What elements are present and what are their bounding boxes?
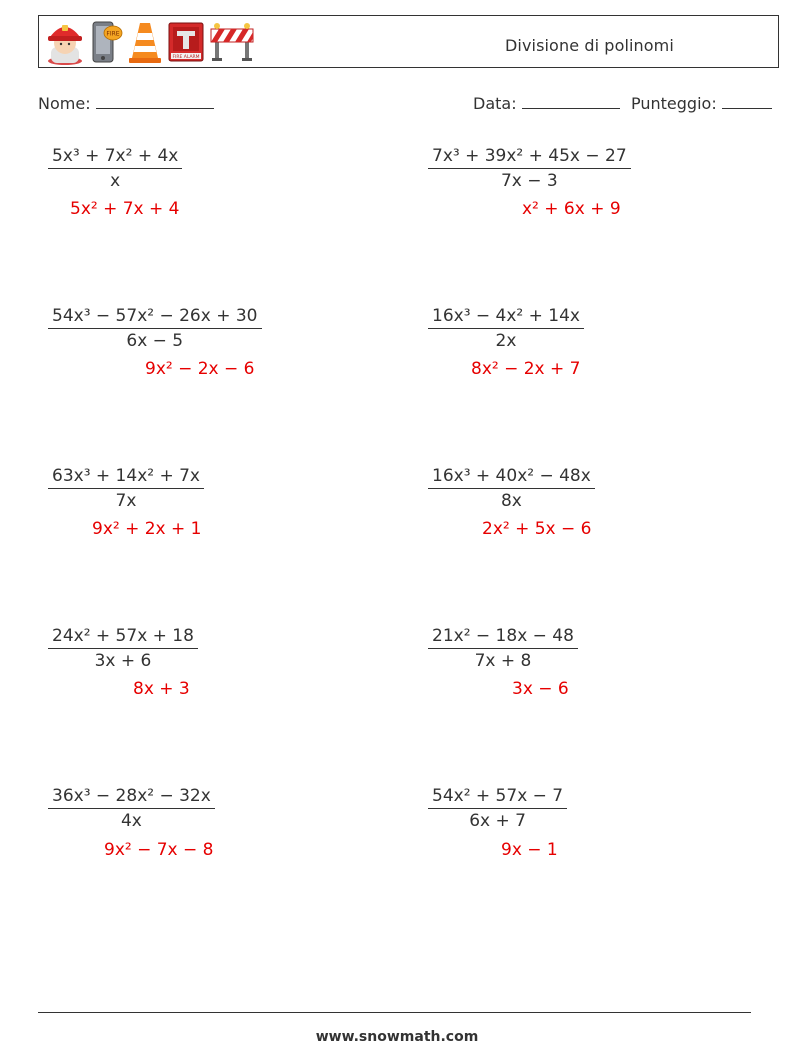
fraction xyxy=(428,306,584,351)
denominator: 6x + 7 xyxy=(469,811,526,831)
problem-4 xyxy=(428,306,584,351)
traffic-cone-icon xyxy=(127,19,163,65)
fraction xyxy=(48,466,204,511)
name-blank[interactable] xyxy=(96,95,214,109)
answer-1: 5x² + 7x + 4 xyxy=(70,199,180,219)
numerator: 5x³ + 7x² + 4x xyxy=(48,146,182,169)
numerator: 54x² + 57x − 7 xyxy=(428,786,567,809)
answer-4: 8x² − 2x + 7 xyxy=(471,359,581,379)
worksheet-title: Divisione di polinomi xyxy=(505,36,674,55)
numerator: 63x³ + 14x² + 7x xyxy=(48,466,204,489)
numerator: 36x³ − 28x² − 32x xyxy=(48,786,215,809)
problem-5 xyxy=(48,466,204,511)
fraction xyxy=(48,306,262,351)
denominator: 3x + 6 xyxy=(94,651,152,671)
denominator: 7x + 8 xyxy=(474,651,532,671)
denominator: 2x xyxy=(495,331,517,351)
fraction xyxy=(48,626,198,671)
name-label: Nome: xyxy=(38,94,91,113)
denominator: 4x xyxy=(120,811,142,831)
header-icons xyxy=(45,18,255,66)
numerator: 21x² − 18x − 48 xyxy=(428,626,578,649)
score-label: Punteggio: xyxy=(631,94,717,113)
fire-phone-icon xyxy=(89,19,123,65)
answer-9: 9x² − 7x − 8 xyxy=(104,840,214,860)
problem-3 xyxy=(48,306,262,351)
numerator: 54x³ − 57x² − 26x + 30 xyxy=(48,306,262,329)
problem-7 xyxy=(48,626,198,671)
numerator: 24x² + 57x + 18 xyxy=(48,626,198,649)
answer-6: 2x² + 5x − 6 xyxy=(482,519,592,539)
numerator: 16x³ − 4x² + 14x xyxy=(428,306,584,329)
denominator: x xyxy=(110,171,121,191)
fraction xyxy=(48,786,215,831)
problem-1 xyxy=(48,146,182,191)
name-field xyxy=(38,94,214,113)
answer-10: 9x − 1 xyxy=(501,840,558,860)
date-field xyxy=(473,94,620,113)
road-barrier-icon xyxy=(209,19,255,65)
footer-divider xyxy=(38,1012,751,1013)
denominator: 7x xyxy=(115,491,137,511)
score-blank[interactable] xyxy=(722,95,772,109)
header-box xyxy=(38,15,779,68)
denominator: 6x − 5 xyxy=(126,331,184,351)
fraction xyxy=(428,626,578,671)
answer-8: 3x − 6 xyxy=(512,679,569,699)
problem-6 xyxy=(428,466,595,511)
problem-10 xyxy=(428,786,567,831)
answer-3: 9x² − 2x − 6 xyxy=(145,359,255,379)
fraction xyxy=(48,146,182,191)
problem-9 xyxy=(48,786,215,831)
fraction xyxy=(428,466,595,511)
date-label: Data: xyxy=(473,94,517,113)
footer-site[interactable]: www.snowmath.com xyxy=(315,1029,479,1045)
icon-alarm-label: FIRE ALARM xyxy=(172,55,200,60)
denominator: 7x − 3 xyxy=(500,171,558,191)
numerator: 16x³ + 40x² − 48x xyxy=(428,466,595,489)
date-blank[interactable] xyxy=(522,95,620,109)
score-field xyxy=(631,94,772,113)
fire-alarm-icon xyxy=(167,19,205,65)
firefighter-icon xyxy=(45,19,85,65)
fraction xyxy=(428,786,567,831)
problem-8 xyxy=(428,626,578,671)
icon-phone-label: FIRE xyxy=(106,30,120,38)
problem-2 xyxy=(428,146,631,191)
answer-7: 8x + 3 xyxy=(133,679,190,699)
fraction xyxy=(428,146,631,191)
answer-2: x² + 6x + 9 xyxy=(522,199,621,219)
denominator: 8x xyxy=(500,491,522,511)
answer-5: 9x² + 2x + 1 xyxy=(92,519,202,539)
numerator: 7x³ + 39x² + 45x − 27 xyxy=(428,146,631,169)
